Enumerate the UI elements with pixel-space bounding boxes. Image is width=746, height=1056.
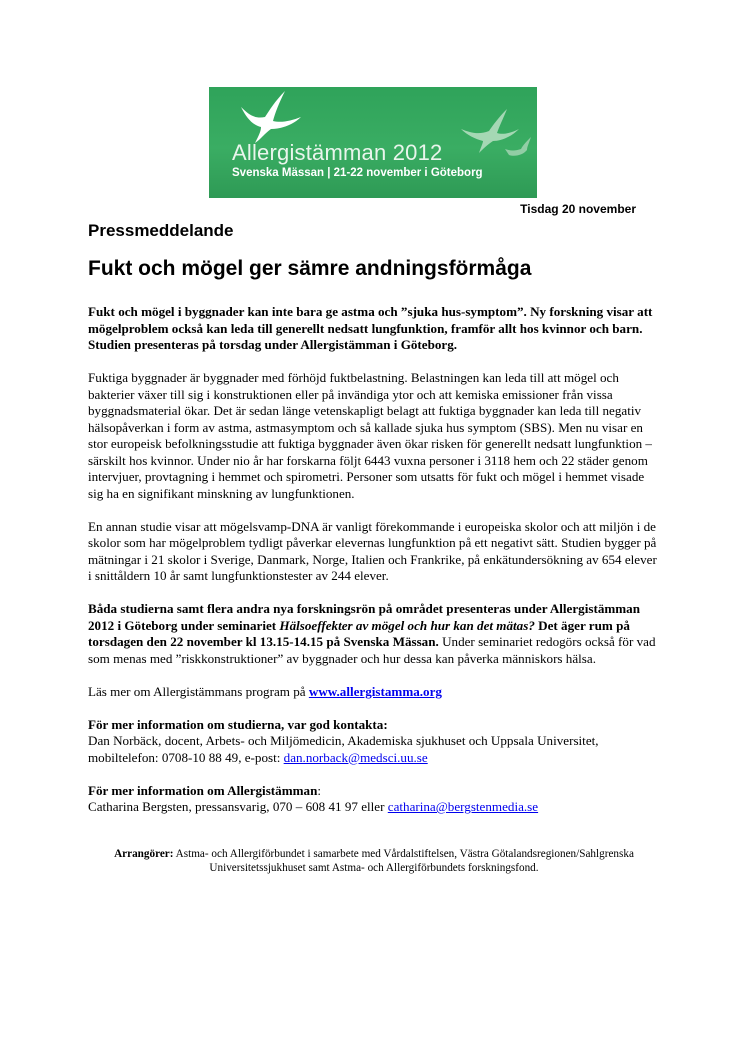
- organizers-footer: [88, 847, 660, 875]
- banner-title: Allergistämman 2012: [232, 140, 443, 165]
- lead-paragraph: Fukt och mögel i byggnader kan inte bara ge astma och ”sjuka hus-symptom”. Ny forskning visar att mögelproblem också kan leda till generellt nedsatt lungfunktion, framför allt hos kvinnor och barn. Studien presenteras på torsdag under Allergistämman i Göteborg.: [88, 304, 653, 352]
- bird-right-icon: [461, 109, 519, 153]
- organizers-text: Astma- och Allergiförbundet i samarbete med Vårdalstiftelsen, Västra Götalandsregionen/Sahlgrenska Universitetssjukhuset samt Astma- och Allergiförbundets forskningsfond.: [173, 848, 634, 874]
- paragraph-school-study: En annan studie visar att mögelsvamp-DNA är vanligt förekommande i europeiska skolor och att miljön i de skolor som har mögelproblem tydligt påverkar elevernas lungfunktion på ett negativt sätt. Studien bygger på mätningar i 21 skolor i Sverige, Danmark, Norge, Italien och Frankrike, på enkätundersökning av 654 elever i snittåldern 10 år samt lungfunktionstester av 244 elever.: [88, 518, 657, 583]
- seminar-description: Under seminariet redogörs också för vad som menas med ”riskkonstruktioner” av byggnader och hur dessa kan påverka människors hälsa.: [88, 634, 656, 666]
- contact-studies-block: [88, 717, 660, 767]
- document-type-label: Pressmeddelande: [88, 221, 234, 240]
- organizers-label: Arrangörer:: [114, 848, 174, 860]
- contact-event-colon: :: [317, 782, 321, 798]
- paragraph-seminar: [88, 601, 660, 667]
- read-more-line: [88, 684, 660, 701]
- read-more-text: Läs mer om Allergistämmans program på: [88, 683, 309, 699]
- bird-left-icon: [241, 91, 301, 143]
- contact-event-email-link[interactable]: catharina@bergstenmedia.se: [387, 799, 539, 814]
- seminar-title: Hälsoeffekter av mögel och hur kan det mätas?: [279, 617, 535, 633]
- banner-subtitle: Svenska Mässan | 21-22 november i Göteborg: [232, 167, 483, 179]
- bird-small-icon: [505, 137, 531, 156]
- contact-studies-person: Dan Norbäck, docent, Arbets- och Miljömedicin, Akademiska sjukhuset och Uppsala Universitet,: [88, 733, 599, 748]
- program-link[interactable]: www.allergistamma.org: [308, 683, 442, 699]
- seminar-time: Det äger rum på torsdagen den 22 november kl 13.15-14.15 på Svenska Mässan.: [88, 617, 630, 649]
- contact-studies-email-link[interactable]: dan.norback@medsci.uu.se: [283, 749, 428, 765]
- headline: Fukt och mögel ger sämre andningsförmåga: [88, 257, 532, 280]
- contact-studies-phone: mobiltelefon: 0708-10 88 49, e-post:: [88, 749, 284, 765]
- contact-event-person: Catharina Bergsten, pressansvarig, 070 – 608 41 97 eller: [88, 799, 388, 814]
- article-body: [88, 304, 660, 832]
- contact-event-block: [88, 783, 660, 816]
- release-date: Tisdag 20 november: [520, 202, 636, 216]
- contact-event-heading: För mer information om Allergistämman: [88, 782, 318, 798]
- contact-studies-heading: För mer information om studierna, var god kontakta:: [88, 716, 388, 732]
- seminar-bold-intro: Båda studierna samt flera andra nya forskningsrön på området presenteras under Allergistämman 2012 i Göteborg under seminariet: [88, 601, 641, 633]
- event-banner: [209, 87, 537, 198]
- paragraph-damp-buildings: Fuktiga byggnader är byggnader med förhöjd fuktbelastning. Belastningen kan leda till att mögel och bakterier växer till sig i konstruktionen eller på invändiga ytor och att kemiska emissioner från vissa byggnadsmaterial ökar. Det är sedan länge vetenskapligt belagt att fuktiga byggnader kan leda till negativ hälsopåverkan i form av astma, astmasymptom och så kallade sjuka hus symptom (SBS). Men nu visar en stor europeisk befolkningsstudie att fuktiga byggnader även ökar risken för generellt nedsatt lungfunktion – särskilt hos kvinnor. Under nio år har forskarna följt 6443 vuxna personer i 3118 hem och 22 städer genom intervjuer, provtagning i hemmet och spirometri. Personer som utsatts för fukt och mögel i hemmet visade sig ha en signifikant minskning av lungfunktionen.: [88, 370, 652, 501]
